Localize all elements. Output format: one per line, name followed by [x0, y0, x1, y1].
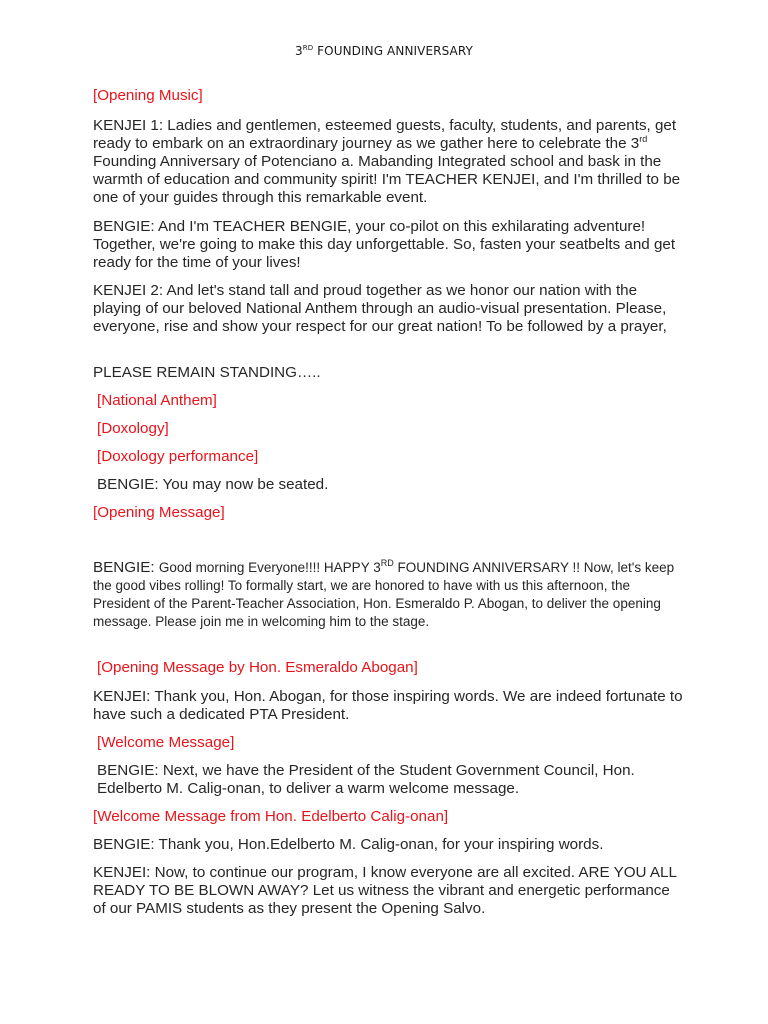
document-title: 3RD FOUNDING ANNIVERSARY: [295, 44, 473, 58]
title-superscript: RD: [302, 44, 314, 52]
cue-opening-message-by: [Opening Message by Hon. Esmeraldo Abogan]: [97, 659, 418, 676]
cue-opening-music: [Opening Music]: [93, 87, 203, 104]
cue-opening-message: [Opening Message]: [93, 504, 225, 521]
bengie-intro-paragraph: BENGIE: And I'm TEACHER BENGIE, your co-pilot on this exhilarating adventure! Together, we're going to make this day unforgettable. So, fasten your seatbelts and get ready for the time of your lives!: [93, 218, 676, 271]
cue-doxology: [Doxology]: [97, 420, 169, 437]
kenjei-anthem-paragraph: KENJEI 2: And let's stand tall and proud together as we honor our nation with the playing of our beloved National Anthem through an audio-visual presentation. Please, everyone, rise and show your respect for our great nation! To be followed by a prayer,: [93, 282, 667, 335]
cue-doxology-performance: [Doxology performance]: [97, 448, 259, 465]
cue-welcome-message: [Welcome Message]: [97, 734, 235, 751]
remain-standing-text: PLEASE REMAIN STANDING…..: [93, 364, 321, 381]
bengie-thanks-paragraph: BENGIE: Thank you, Hon.Edelberto M. Calig-onan, for your inspiring words.: [93, 836, 604, 853]
cue-national-anthem: [National Anthem]: [97, 392, 217, 409]
cue-welcome-message-from: [Welcome Message from Hon. Edelberto Calig-onan]: [93, 808, 449, 825]
be-seated-text: BENGIE: You may now be seated.: [97, 476, 329, 493]
kenjei-thanks-paragraph: KENJEI: Thank you, Hon. Abogan, for those inspiring words. We are indeed fortunate to have such a dedicated PTA President.: [93, 688, 683, 723]
kenjei-intro-paragraph: KENJEI 1: Ladies and gentlemen, esteemed guests, faculty, students, and parents, get ready to embark on an extraordinary journey as we gather here to celebrate the 3rd Founding Anniversary of Potenciano a. Mabanding Integrated school and bask in the warmth of education and community spirit! I'm TEACHER KENJEI, and I'm thrilled to be one of your guides through this remarkable event.: [93, 117, 681, 206]
bengie-opening-paragraph: BENGIE: Good morning Everyone!!!! HAPPY 3RD FOUNDING ANNIVERSARY !! Now, let's keep the good vibes rolling! To formally start, we are honored to have with us this afternoon, the President of the Parent-Teacher Association, Hon. Esmeraldo P. Abogan, to deliver the opening message. Please join me in welcoming him to the stage.: [93, 557, 675, 629]
kenjei-salvo-paragraph: KENJEI: Now, to continue our program, I know everyone are all excited. ARE YOU ALL READY TO BE BLOWN AWAY? Let us witness the vibrant and energetic performance of our PAMIS students as they present the Opening Salvo.: [93, 864, 677, 917]
bengie-welcome-paragraph: BENGIE: Next, we have the President of the Student Government Council, Hon. Edelberto M. Calig-onan, to deliver a warm welcome message.: [97, 762, 635, 797]
